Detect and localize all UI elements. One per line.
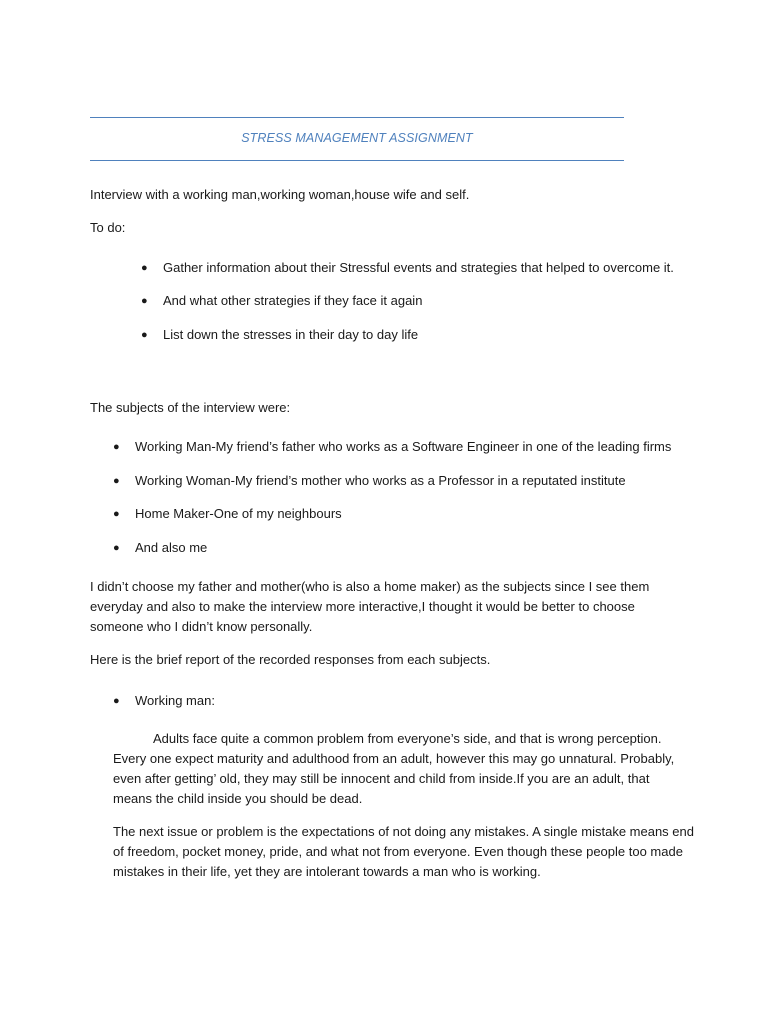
bullet-icon: ● <box>113 695 120 707</box>
list-item-text: And also me <box>135 540 208 555</box>
paragraph-line: someone who I didn’t know personally. <box>90 619 313 634</box>
paragraph-line: The next issue or problem is the expectations of not doing any mistakes. A single mistake means end <box>113 824 694 839</box>
bullet-icon: ● <box>141 329 148 341</box>
paragraph-line: I didn’t choose my father and mother(who is also a home maker) as the subjects since I see them <box>90 579 650 594</box>
list-item-text: Home Maker-One of my neighbours <box>135 506 342 521</box>
list-item-text: List down the stresses in their day to day life <box>163 327 419 342</box>
bullet-icon: ● <box>113 508 120 520</box>
bullet-icon: ● <box>141 295 148 307</box>
title-rule-top <box>90 117 624 118</box>
bullet-icon: ● <box>113 475 120 487</box>
working-man-paragraph-1 <box>113 729 674 809</box>
subjects-heading: The subjects of the interview were: <box>90 400 291 415</box>
list-item-text: Working Man-My friend’s father who works as a Software Engineer in one of the leading firms <box>135 439 672 454</box>
intro-text: Interview with a working man,working woman,house wife and self. <box>90 187 470 202</box>
bullet-icon: ● <box>113 441 120 453</box>
document-title: STRESS MANAGEMENT ASSIGNMENT <box>241 131 473 145</box>
paragraph-line: of freedom, pocket money, pride, and what not from everyone. Even though these people too made <box>113 844 683 859</box>
paragraph-line: Every one expect maturity and adulthood from an adult, however this may go unnatural. Probably, <box>113 751 675 766</box>
paragraph-line: everyday and also to make the interview more interactive,I thought it would be better to choose <box>90 599 635 614</box>
paragraph-line: even after getting’ old, they may still be innocent and child from inside.If you are an adult, that <box>113 771 650 786</box>
list-item-text: And what other strategies if they face it again <box>163 293 423 308</box>
bullet-icon: ● <box>141 262 148 274</box>
todo-heading: To do: <box>90 220 126 235</box>
list-item-text: Gather information about their Stressful events and strategies that helped to overcome it. <box>163 260 674 275</box>
list-item-text: Working Woman-My friend’s mother who works as a Professor in a reputated institute <box>135 473 626 488</box>
title-rule-bottom <box>90 160 624 161</box>
paragraph-line: Adults face quite a common problem from everyone’s side, and that is wrong perception. <box>153 731 662 746</box>
report-intro: Here is the brief report of the recorded responses from each subjects. <box>90 652 491 667</box>
bullet-icon: ● <box>113 542 120 554</box>
explanation-paragraph <box>90 577 649 637</box>
paragraph-line: mistakes in their life, yet they are intolerant towards a man who is working. <box>113 864 541 879</box>
working-man-paragraph-2 <box>113 822 694 882</box>
section-label: Working man: <box>135 693 215 708</box>
paragraph-line: means the child inside you should be dead. <box>113 791 363 806</box>
